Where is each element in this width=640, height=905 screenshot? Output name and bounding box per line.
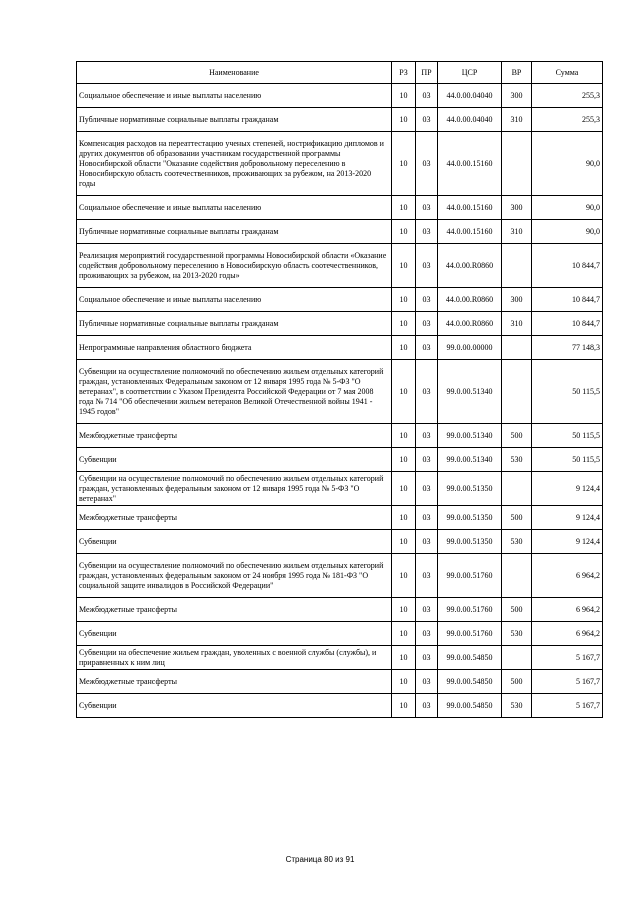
cell-csr: 44.0.00.15160	[438, 220, 502, 244]
cell-sum: 6 964,2	[532, 598, 603, 622]
cell-sum: 5 167,7	[532, 670, 603, 694]
cell-csr: 44.0.00.R0860	[438, 288, 502, 312]
cell-name: Компенсация расходов на переаттестацию ученых степеней, нострификацию дипломов и других документов об образовании участникам государственной программы Новосибирской области "Оказание содействия добровольному переселению в Новосибирскую область соотечественников, проживающих за рубежом, на 2013-2020 годы	[77, 132, 392, 196]
cell-csr: 44.0.00.R0860	[438, 312, 502, 336]
cell-name: Межбюджетные трансферты	[77, 670, 392, 694]
cell-csr: 99.0.00.51340	[438, 448, 502, 472]
cell-sum: 10 844,7	[532, 244, 603, 288]
cell-rz: 10	[392, 220, 416, 244]
cell-sum: 90,0	[532, 132, 603, 196]
cell-vr: 530	[502, 622, 532, 646]
cell-vr: 310	[502, 312, 532, 336]
cell-sum: 5 167,7	[532, 646, 603, 670]
cell-pr: 03	[416, 448, 438, 472]
cell-rz: 10	[392, 448, 416, 472]
cell-csr: 99.0.00.51350	[438, 530, 502, 554]
header-name: Наименование	[77, 62, 392, 84]
cell-vr: 530	[502, 694, 532, 718]
cell-pr: 03	[416, 506, 438, 530]
table-row	[77, 312, 603, 336]
table-row	[77, 598, 603, 622]
cell-csr: 44.0.00.15160	[438, 132, 502, 196]
cell-vr: 300	[502, 84, 532, 108]
cell-name: Субвенции на осуществление полномочий по обеспечению жильем отдельных категорий граждан, установленных федеральным законом от 24 ноября 1995 года № 181-ФЗ "О социальной защите инвалидов в Российской Федерации"	[77, 554, 392, 598]
cell-sum: 50 115,5	[532, 360, 603, 424]
cell-vr	[502, 336, 532, 360]
cell-sum: 9 124,4	[532, 530, 603, 554]
cell-name: Межбюджетные трансферты	[77, 424, 392, 448]
cell-sum: 90,0	[532, 220, 603, 244]
budget-table	[76, 61, 603, 718]
cell-csr: 99.0.00.00000	[438, 336, 502, 360]
cell-vr: 530	[502, 530, 532, 554]
cell-rz: 10	[392, 196, 416, 220]
cell-csr: 99.0.00.54850	[438, 646, 502, 670]
cell-csr: 99.0.00.51760	[438, 622, 502, 646]
cell-vr	[502, 132, 532, 196]
cell-pr: 03	[416, 530, 438, 554]
cell-csr: 99.0.00.51340	[438, 360, 502, 424]
cell-rz: 10	[392, 530, 416, 554]
table-row	[77, 622, 603, 646]
cell-vr: 300	[502, 196, 532, 220]
cell-pr: 03	[416, 670, 438, 694]
table-row	[77, 506, 603, 530]
header-vr: ВР	[502, 62, 532, 84]
cell-vr: 500	[502, 670, 532, 694]
cell-pr: 03	[416, 84, 438, 108]
cell-pr: 03	[416, 622, 438, 646]
cell-csr: 99.0.00.51760	[438, 598, 502, 622]
cell-csr: 99.0.00.51760	[438, 554, 502, 598]
cell-csr: 99.0.00.54850	[438, 670, 502, 694]
cell-name: Непрограммные направления областного бюджета	[77, 336, 392, 360]
cell-name: Публичные нормативные социальные выплаты гражданам	[77, 108, 392, 132]
cell-rz: 10	[392, 472, 416, 506]
header-sum: Сумма	[532, 62, 603, 84]
cell-sum: 50 115,5	[532, 424, 603, 448]
header-row	[77, 62, 603, 84]
cell-csr: 44.0.00.R0860	[438, 244, 502, 288]
cell-sum: 9 124,4	[532, 506, 603, 530]
cell-vr: 310	[502, 108, 532, 132]
table-row	[77, 244, 603, 288]
cell-vr: 530	[502, 448, 532, 472]
cell-rz: 10	[392, 360, 416, 424]
cell-name: Социальное обеспечение и иные выплаты населению	[77, 84, 392, 108]
table-row	[77, 554, 603, 598]
cell-sum: 9 124,4	[532, 472, 603, 506]
cell-name: Социальное обеспечение и иные выплаты населению	[77, 288, 392, 312]
table-row	[77, 424, 603, 448]
cell-sum: 50 115,5	[532, 448, 603, 472]
cell-name: Реализация мероприятий государственной программы Новосибирской области «Оказание содействия добровольному переселению в Новосибирскую область соотечественников, проживающих за рубежом, на 2013-2020 годы»	[77, 244, 392, 288]
cell-pr: 03	[416, 108, 438, 132]
cell-pr: 03	[416, 598, 438, 622]
page-number: Страница 80 из 91	[285, 855, 355, 864]
table-row	[77, 196, 603, 220]
cell-pr: 03	[416, 360, 438, 424]
cell-sum: 10 844,7	[532, 288, 603, 312]
table-row	[77, 132, 603, 196]
cell-csr: 44.0.00.04040	[438, 84, 502, 108]
cell-csr: 44.0.00.04040	[438, 108, 502, 132]
cell-sum: 255,3	[532, 84, 603, 108]
cell-rz: 10	[392, 336, 416, 360]
cell-csr: 99.0.00.51350	[438, 472, 502, 506]
table-row	[77, 84, 603, 108]
cell-pr: 03	[416, 196, 438, 220]
cell-pr: 03	[416, 132, 438, 196]
cell-rz: 10	[392, 288, 416, 312]
cell-vr	[502, 554, 532, 598]
cell-rz: 10	[392, 646, 416, 670]
cell-rz: 10	[392, 84, 416, 108]
cell-name: Межбюджетные трансферты	[77, 506, 392, 530]
cell-rz: 10	[392, 312, 416, 336]
table-row	[77, 288, 603, 312]
cell-rz: 10	[392, 670, 416, 694]
cell-rz: 10	[392, 694, 416, 718]
cell-pr: 03	[416, 312, 438, 336]
cell-vr: 300	[502, 288, 532, 312]
cell-pr: 03	[416, 244, 438, 288]
cell-pr: 03	[416, 220, 438, 244]
cell-rz: 10	[392, 554, 416, 598]
cell-sum: 5 167,7	[532, 694, 603, 718]
table-row	[77, 336, 603, 360]
cell-pr: 03	[416, 694, 438, 718]
header-rz: РЗ	[392, 62, 416, 84]
cell-pr: 03	[416, 554, 438, 598]
cell-csr: 44.0.00.15160	[438, 196, 502, 220]
cell-vr	[502, 244, 532, 288]
cell-name: Социальное обеспечение и иные выплаты населению	[77, 196, 392, 220]
cell-sum: 90,0	[532, 196, 603, 220]
cell-name: Субвенции	[77, 530, 392, 554]
cell-vr: 500	[502, 598, 532, 622]
cell-pr: 03	[416, 336, 438, 360]
cell-name: Субвенции на осуществление полномочий по обеспечению жильем отдельных категорий граждан, установленных федеральным законом от 12 января 1995 года № 5-ФЗ "О ветеранах"	[77, 472, 392, 506]
cell-vr: 500	[502, 506, 532, 530]
cell-name: Межбюджетные трансферты	[77, 598, 392, 622]
cell-sum: 6 964,2	[532, 554, 603, 598]
cell-name: Публичные нормативные социальные выплаты гражданам	[77, 312, 392, 336]
cell-vr: 310	[502, 220, 532, 244]
cell-pr: 03	[416, 472, 438, 506]
cell-name: Субвенции	[77, 694, 392, 718]
cell-rz: 10	[392, 132, 416, 196]
table-row	[77, 360, 603, 424]
table-row	[77, 472, 603, 506]
cell-vr: 500	[502, 424, 532, 448]
cell-csr: 99.0.00.51350	[438, 506, 502, 530]
header-csr: ЦСР	[438, 62, 502, 84]
table-row	[77, 694, 603, 718]
cell-sum: 255,3	[532, 108, 603, 132]
table-row	[77, 646, 603, 670]
cell-csr: 99.0.00.54850	[438, 694, 502, 718]
cell-sum: 6 964,2	[532, 622, 603, 646]
header-pr: ПР	[416, 62, 438, 84]
cell-name: Субвенции	[77, 622, 392, 646]
cell-name: Публичные нормативные социальные выплаты гражданам	[77, 220, 392, 244]
cell-vr	[502, 360, 532, 424]
cell-rz: 10	[392, 598, 416, 622]
cell-name: Субвенции на обеспечение жильем граждан, уволенных с военной службы (службы), и приравненных к ним лиц	[77, 646, 392, 670]
cell-rz: 10	[392, 424, 416, 448]
cell-pr: 03	[416, 424, 438, 448]
cell-vr	[502, 472, 532, 506]
table-row	[77, 108, 603, 132]
cell-vr	[502, 646, 532, 670]
cell-rz: 10	[392, 244, 416, 288]
table-row	[77, 670, 603, 694]
cell-rz: 10	[392, 622, 416, 646]
table-row	[77, 448, 603, 472]
cell-csr: 99.0.00.51340	[438, 424, 502, 448]
table-row	[77, 220, 603, 244]
table-row	[77, 530, 603, 554]
table-body	[77, 84, 603, 718]
cell-rz: 10	[392, 108, 416, 132]
cell-rz: 10	[392, 506, 416, 530]
cell-sum: 77 148,3	[532, 336, 603, 360]
cell-pr: 03	[416, 288, 438, 312]
cell-name: Субвенции на осуществление полномочий по обеспечению жильем отдельных категорий граждан, установленных Федеральным законом от 12 января 1995 года № 5-ФЗ "О ветеранах", в соответствии с Указом Президента Российской Федерации от 7 мая 2008 года № 714 "Об обеспечении жильем ветеранов Великой Отечественной войны 1941 - 1945 годов"	[77, 360, 392, 424]
cell-name: Субвенции	[77, 448, 392, 472]
cell-sum: 10 844,7	[532, 312, 603, 336]
cell-pr: 03	[416, 646, 438, 670]
